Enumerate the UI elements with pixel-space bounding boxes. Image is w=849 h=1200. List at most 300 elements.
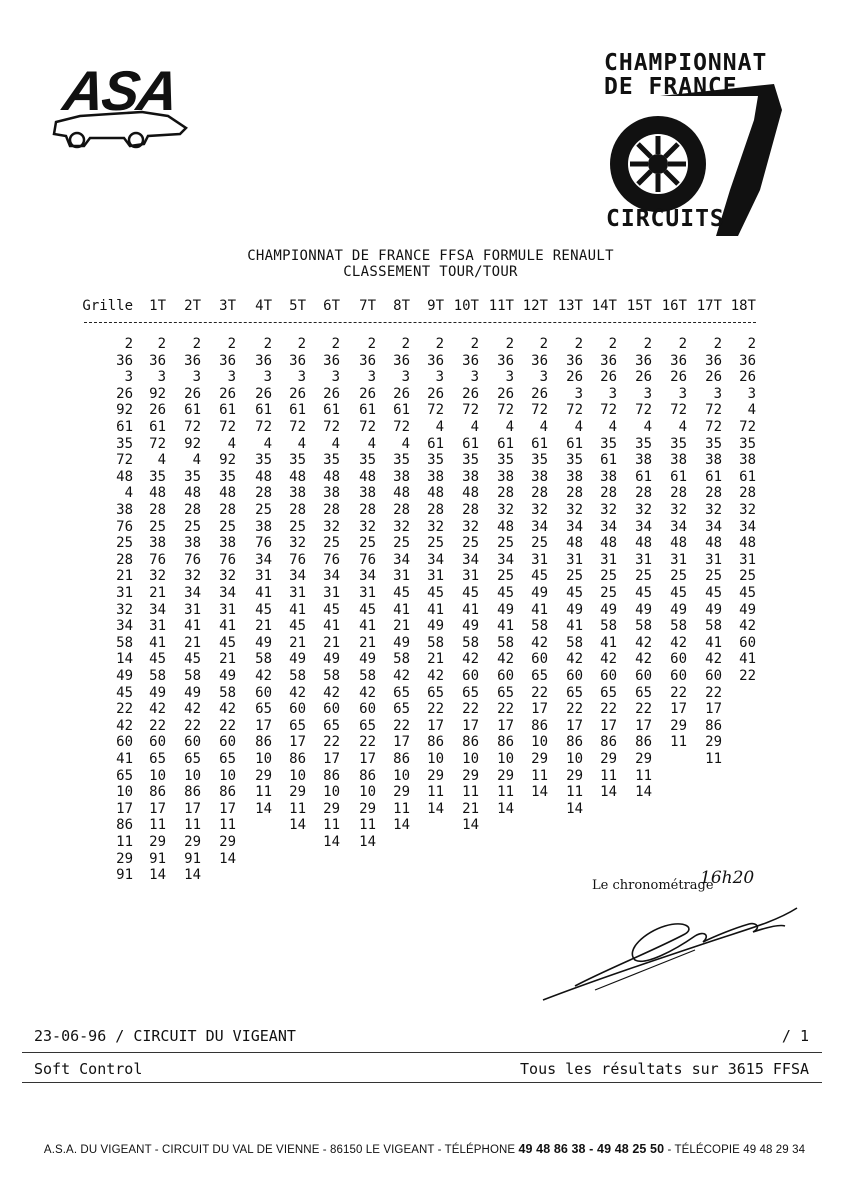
- table-cell: 32: [427, 518, 444, 535]
- table-cell: 41: [566, 618, 583, 635]
- table-cell: 42: [255, 668, 272, 684]
- table-cell: 65: [219, 751, 236, 767]
- table-cell: 3: [713, 385, 722, 402]
- table-cell: 34: [427, 551, 444, 568]
- table-cell: 92: [149, 385, 166, 402]
- table-cell: 31: [670, 551, 687, 568]
- table-cell: 2: [608, 336, 617, 352]
- table-cell: 29: [566, 767, 583, 784]
- table-cell: 45: [635, 585, 652, 601]
- table-cell: 38: [566, 468, 583, 485]
- table-cell: 3: [297, 369, 306, 386]
- divider: [22, 1082, 822, 1083]
- table-cell: 35: [427, 452, 444, 469]
- table-cell: 49: [670, 601, 687, 618]
- table-cell: 22: [600, 701, 617, 718]
- table-cell: 65: [566, 684, 583, 701]
- table-cell: 3: [747, 385, 756, 402]
- table-cell: 76: [255, 535, 272, 552]
- table-cell: 48: [566, 535, 583, 552]
- column-header: 4T: [255, 298, 272, 314]
- table-cell: 45: [289, 618, 306, 635]
- table-cell: 36: [323, 352, 340, 369]
- table-cell: 38: [255, 518, 272, 535]
- table-cell: 17: [462, 717, 479, 734]
- table-cell: 61: [600, 452, 617, 469]
- table-cell: 29: [116, 850, 133, 867]
- table-cell: 60: [255, 684, 272, 701]
- table-cell: 36: [184, 352, 201, 369]
- table-cell: 61: [116, 419, 133, 435]
- table-cell: 42: [600, 651, 617, 668]
- table-cell: 42: [566, 651, 583, 668]
- table-cell: 58: [359, 668, 376, 684]
- table-cell: 17: [497, 717, 514, 734]
- table-cell: 86: [289, 751, 306, 767]
- table-cell: 61: [635, 468, 652, 485]
- table-cell: 32: [497, 502, 514, 518]
- table-cell: 58: [497, 634, 514, 651]
- table-cell: 36: [462, 352, 479, 369]
- table-cell: 28: [566, 485, 583, 502]
- table-cell: 10: [531, 734, 548, 751]
- table-cell: 25: [116, 535, 133, 552]
- table-cell: 14: [255, 800, 272, 817]
- table-cell: 49: [219, 668, 236, 684]
- table-cell: 36: [116, 352, 133, 369]
- table-cell: 28: [255, 485, 272, 502]
- table-cell: 31: [566, 551, 583, 568]
- table-cell: 92: [116, 402, 133, 419]
- table-cell: 4: [539, 419, 548, 435]
- column-header: 7T: [359, 298, 376, 314]
- table-cell: 14: [116, 651, 133, 668]
- fax-number: - TÉLÉCOPIE 49 48 29 34: [664, 1144, 806, 1156]
- table-cell: 2: [435, 336, 444, 352]
- table-cell: 60: [600, 668, 617, 684]
- table-cell: 49: [600, 601, 617, 618]
- table-cell: 35: [705, 435, 722, 452]
- table-cell: 45: [149, 651, 166, 668]
- table-cell: 91: [116, 867, 133, 884]
- table-cell: 72: [739, 419, 756, 435]
- table-cell: 10: [149, 767, 166, 784]
- table-cell: 29: [219, 834, 236, 850]
- table-cell: 22: [566, 701, 583, 718]
- table-cell: 48: [393, 485, 410, 502]
- table-cell: 58: [323, 668, 340, 684]
- table-cell: 58: [427, 634, 444, 651]
- table-cell: 11: [289, 800, 306, 817]
- table-cell: 10: [427, 751, 444, 767]
- table-cell: 65: [635, 684, 652, 701]
- table-cell: 38: [739, 452, 756, 469]
- table-cell: 72: [600, 402, 617, 419]
- table-cell: 31: [359, 585, 376, 601]
- table-cell: 17: [427, 717, 444, 734]
- table-cell: 28: [600, 485, 617, 502]
- table-cell: 32: [219, 568, 236, 585]
- column-header: 16T: [661, 298, 687, 314]
- table-cell: 3: [435, 369, 444, 386]
- table-cell: 22: [497, 701, 514, 718]
- table-cell: 21: [393, 618, 410, 635]
- table-cell: 10: [116, 784, 133, 801]
- table-cell: 26: [219, 385, 236, 402]
- table-cell: 42: [705, 651, 722, 668]
- table-cell: 72: [359, 419, 376, 435]
- table-cell: 36: [635, 352, 652, 369]
- table-cell: 72: [635, 402, 652, 419]
- timing-handwritten-time: 16h20: [700, 868, 755, 888]
- table-cell: 38: [289, 485, 306, 502]
- table-cell: 48: [497, 518, 514, 535]
- table-cell: 65: [427, 684, 444, 701]
- table-cell: 4: [157, 452, 166, 469]
- table-cell: 21: [255, 618, 272, 635]
- table-cell: 28: [393, 502, 410, 518]
- table-cell: 38: [635, 452, 652, 469]
- table-cell: 65: [393, 701, 410, 718]
- table-cell: 58: [670, 618, 687, 635]
- column-header: 10T: [453, 298, 479, 314]
- column-header: 8T: [393, 298, 410, 314]
- table-cell: 76: [359, 551, 376, 568]
- table-cell: 22: [393, 717, 410, 734]
- table-cell: 26: [497, 385, 514, 402]
- table-cell: 61: [739, 468, 756, 485]
- table-cell: 29: [635, 751, 652, 767]
- table-cell: 61: [219, 402, 236, 419]
- table-cell: 41: [600, 634, 617, 651]
- table-cell: 92: [184, 435, 201, 452]
- table-cell: 42: [462, 651, 479, 668]
- table-cell: 28: [116, 551, 133, 568]
- table-cell: 2: [263, 336, 272, 352]
- table-cell: 32: [393, 518, 410, 535]
- table-cell: 86: [184, 784, 201, 801]
- table-cell: 49: [497, 601, 514, 618]
- table-cell: 35: [289, 452, 306, 469]
- table-cell: 48: [149, 485, 166, 502]
- table-cell: 29: [531, 751, 548, 767]
- table-cell: 32: [149, 568, 166, 585]
- table-cell: 49: [393, 634, 410, 651]
- table-cell: 72: [323, 419, 340, 435]
- table-cell: 76: [323, 551, 340, 568]
- table-cell: 2: [124, 336, 133, 352]
- table-cell: 58: [184, 668, 201, 684]
- table-cell: 3: [227, 369, 236, 386]
- table-cell: 4: [367, 435, 376, 452]
- table-cell: 34: [566, 518, 583, 535]
- table-cell: 45: [359, 601, 376, 618]
- table-cell: 86: [116, 817, 133, 834]
- table-cell: 60: [323, 701, 340, 718]
- table-cell: 32: [462, 518, 479, 535]
- table-cell: 76: [184, 551, 201, 568]
- table-cell: 36: [531, 352, 548, 369]
- table-cell: 11: [497, 784, 514, 801]
- table-cell: 38: [497, 468, 514, 485]
- table-cell: 25: [184, 518, 201, 535]
- table-cell: 17: [255, 717, 272, 734]
- table-cell: 29: [462, 767, 479, 784]
- table-cell: 72: [149, 435, 166, 452]
- table-cell: 72: [705, 402, 722, 419]
- table-cell: 14: [323, 834, 340, 850]
- table-cell: 4: [124, 485, 133, 502]
- table-cell: 25: [739, 568, 756, 585]
- table-cell: 22: [462, 701, 479, 718]
- table-cell: 2: [192, 336, 201, 352]
- table-cell: 14: [600, 784, 617, 801]
- table-cell: 29: [289, 784, 306, 801]
- table-cell: 45: [705, 585, 722, 601]
- table-cell: 32: [566, 502, 583, 518]
- table-cell: 34: [462, 551, 479, 568]
- table-cell: 42: [497, 651, 514, 668]
- table-cell: 92: [219, 452, 236, 469]
- table-cell: 45: [427, 585, 444, 601]
- table-cell: 45: [323, 601, 340, 618]
- table-cell: 28: [739, 485, 756, 502]
- table-cell: 11: [705, 751, 722, 767]
- column-header: 14T: [591, 298, 617, 314]
- table-cell: 76: [289, 551, 306, 568]
- table-cell: 10: [219, 767, 236, 784]
- table-cell: 65: [184, 751, 201, 767]
- table-cell: 11: [670, 734, 687, 751]
- table-cell: 72: [670, 402, 687, 419]
- table-cell: 86: [531, 717, 548, 734]
- table-cell: 29: [600, 751, 617, 767]
- table-cell: 42: [427, 668, 444, 684]
- table-cell: 60: [219, 734, 236, 751]
- table-cell: 49: [427, 618, 444, 635]
- table-cell: 41: [149, 634, 166, 651]
- table-cell: 48: [670, 535, 687, 552]
- table-cell: 26: [359, 385, 376, 402]
- table-cell: 21: [289, 634, 306, 651]
- table-cell: 34: [531, 518, 548, 535]
- table-cell: 86: [462, 734, 479, 751]
- table-cell: 34: [705, 518, 722, 535]
- table-cell: 28: [359, 502, 376, 518]
- table-cell: 38: [359, 485, 376, 502]
- table-cell: 3: [678, 385, 687, 402]
- table-cell: 65: [600, 684, 617, 701]
- table-cell: 61: [462, 435, 479, 452]
- table-cell: 26: [635, 369, 652, 386]
- table-cell: 42: [531, 634, 548, 651]
- table-cell: 17: [359, 751, 376, 767]
- table-cell: 32: [531, 502, 548, 518]
- column-header: 15T: [626, 298, 652, 314]
- table-cell: 28: [670, 485, 687, 502]
- table-cell: 72: [462, 402, 479, 419]
- table-cell: 2: [539, 336, 548, 352]
- table-cell: 4: [574, 419, 583, 435]
- table-cell: 35: [462, 452, 479, 469]
- table-cell: 25: [497, 535, 514, 552]
- table-cell: 60: [670, 668, 687, 684]
- date-and-circuit: 23-06-96 / CIRCUIT DU VIGEANT: [34, 1027, 296, 1045]
- table-cell: 28: [427, 502, 444, 518]
- table-cell: 91: [184, 850, 201, 867]
- table-cell: 48: [705, 535, 722, 552]
- table-cell: 42: [219, 701, 236, 718]
- table-cell: 60: [149, 734, 166, 751]
- table-cell: 28: [462, 502, 479, 518]
- table-cell: 21: [184, 634, 201, 651]
- table-cell: 32: [323, 518, 340, 535]
- table-cell: 65: [359, 717, 376, 734]
- table-cell: 32: [184, 568, 201, 585]
- table-cell: 25: [289, 518, 306, 535]
- table-cell: 26: [116, 385, 133, 402]
- table-cell: 72: [566, 402, 583, 419]
- table-cell: 28: [497, 485, 514, 502]
- table-cell: 17: [670, 701, 687, 718]
- table-cell: 4: [331, 435, 340, 452]
- table-cell: 3: [157, 369, 166, 386]
- table-cell: 42: [739, 618, 756, 635]
- table-cell: 65: [393, 684, 410, 701]
- table-cell: 32: [635, 502, 652, 518]
- table-cell: 25: [670, 568, 687, 585]
- table-cell: 11: [427, 784, 444, 801]
- table-cell: 61: [531, 435, 548, 452]
- table-cell: 31: [149, 618, 166, 635]
- table-cell: 86: [359, 767, 376, 784]
- table-cell: 36: [497, 352, 514, 369]
- table-cell: 10: [184, 767, 201, 784]
- table-cell: 2: [505, 336, 514, 352]
- table-cell: 86: [427, 734, 444, 751]
- table-cell: 45: [497, 585, 514, 601]
- table-cell: 42: [184, 701, 201, 718]
- table-cell: 31: [323, 585, 340, 601]
- table-cell: 2: [331, 336, 340, 352]
- table-cell: 42: [670, 634, 687, 651]
- table-cell: 28: [219, 502, 236, 518]
- table-cell: 49: [462, 618, 479, 635]
- table-cell: 17: [149, 800, 166, 817]
- table-cell: 26: [462, 385, 479, 402]
- table-cell: 48: [116, 468, 133, 485]
- table-cell: 31: [600, 551, 617, 568]
- table-cell: 61: [149, 419, 166, 435]
- table-cell: 41: [219, 618, 236, 635]
- table-cell: 41: [359, 618, 376, 635]
- table-cell: 34: [600, 518, 617, 535]
- table-cell: 36: [670, 352, 687, 369]
- table-cell: 3: [263, 369, 272, 386]
- table-cell: 4: [401, 435, 410, 452]
- table-cell: 25: [566, 568, 583, 585]
- table-cell: 38: [462, 468, 479, 485]
- table-cell: 48: [427, 485, 444, 502]
- table-cell: 21: [427, 651, 444, 668]
- table-cell: 25: [635, 568, 652, 585]
- table-cell: 72: [705, 419, 722, 435]
- table-cell: 28: [184, 502, 201, 518]
- table-cell: 72: [255, 419, 272, 435]
- table-cell: 58: [566, 634, 583, 651]
- table-cell: 58: [393, 651, 410, 668]
- lap-classification-table: [0, 290, 849, 890]
- table-cell: 10: [462, 751, 479, 767]
- table-cell: 61: [289, 402, 306, 419]
- table-cell: 35: [600, 435, 617, 452]
- table-cell: 29: [184, 834, 201, 850]
- table-cell: 3: [608, 385, 617, 402]
- table-cell: 26: [427, 385, 444, 402]
- table-cell: 26: [531, 385, 548, 402]
- table-cell: 60: [705, 668, 722, 684]
- document-title: CHAMPIONNAT DE FRANCE FFSA FORMULE RENAULT: [247, 248, 614, 264]
- table-cell: 2: [713, 336, 722, 352]
- table-cell: 31: [531, 551, 548, 568]
- column-header: 11T: [488, 298, 514, 314]
- table-cell: 11: [116, 834, 133, 850]
- table-cell: 48: [323, 468, 340, 485]
- table-cell: 41: [739, 651, 756, 668]
- table-cell: 14: [531, 784, 548, 801]
- table-cell: 3: [505, 369, 514, 386]
- table-cell: 36: [289, 352, 306, 369]
- column-header: 17T: [696, 298, 722, 314]
- table-cell: 4: [297, 435, 306, 452]
- table-cell: 10: [289, 767, 306, 784]
- table-cell: 11: [184, 817, 201, 834]
- table-cell: 21: [462, 800, 479, 817]
- table-cell: 10: [566, 751, 583, 767]
- column-header: 2T: [184, 298, 201, 314]
- table-cell: 25: [427, 535, 444, 552]
- table-cell: 22: [739, 668, 756, 684]
- table-cell: 42: [323, 684, 340, 701]
- table-cell: 11: [635, 767, 652, 784]
- table-cell: 42: [635, 651, 652, 668]
- table-cell: 31: [739, 551, 756, 568]
- table-cell: 45: [255, 601, 272, 618]
- table-cell: 60: [289, 701, 306, 718]
- table-cell: 76: [219, 551, 236, 568]
- table-cell: 28: [323, 502, 340, 518]
- table-cell: 35: [255, 452, 272, 469]
- table-cell: 21: [116, 568, 133, 585]
- table-cell: 35: [149, 468, 166, 485]
- table-cell: 31: [219, 601, 236, 618]
- table-cell: 61: [566, 435, 583, 452]
- table-cell: 25: [323, 535, 340, 552]
- table-cell: 22: [116, 701, 133, 718]
- table-cell: 31: [255, 568, 272, 585]
- table-cell: 49: [116, 668, 133, 684]
- table-cell: 29: [427, 767, 444, 784]
- signature: [535, 900, 805, 1010]
- table-cell: 45: [670, 585, 687, 601]
- table-cell: 36: [566, 352, 583, 369]
- table-cell: 4: [505, 419, 514, 435]
- table-cell: 49: [531, 585, 548, 601]
- table-cell: 38: [116, 502, 133, 518]
- phone-numbers: 49 48 86 38 - 49 48 25 50: [518, 1142, 665, 1156]
- table-cell: 11: [531, 767, 548, 784]
- column-header: 3T: [219, 298, 236, 314]
